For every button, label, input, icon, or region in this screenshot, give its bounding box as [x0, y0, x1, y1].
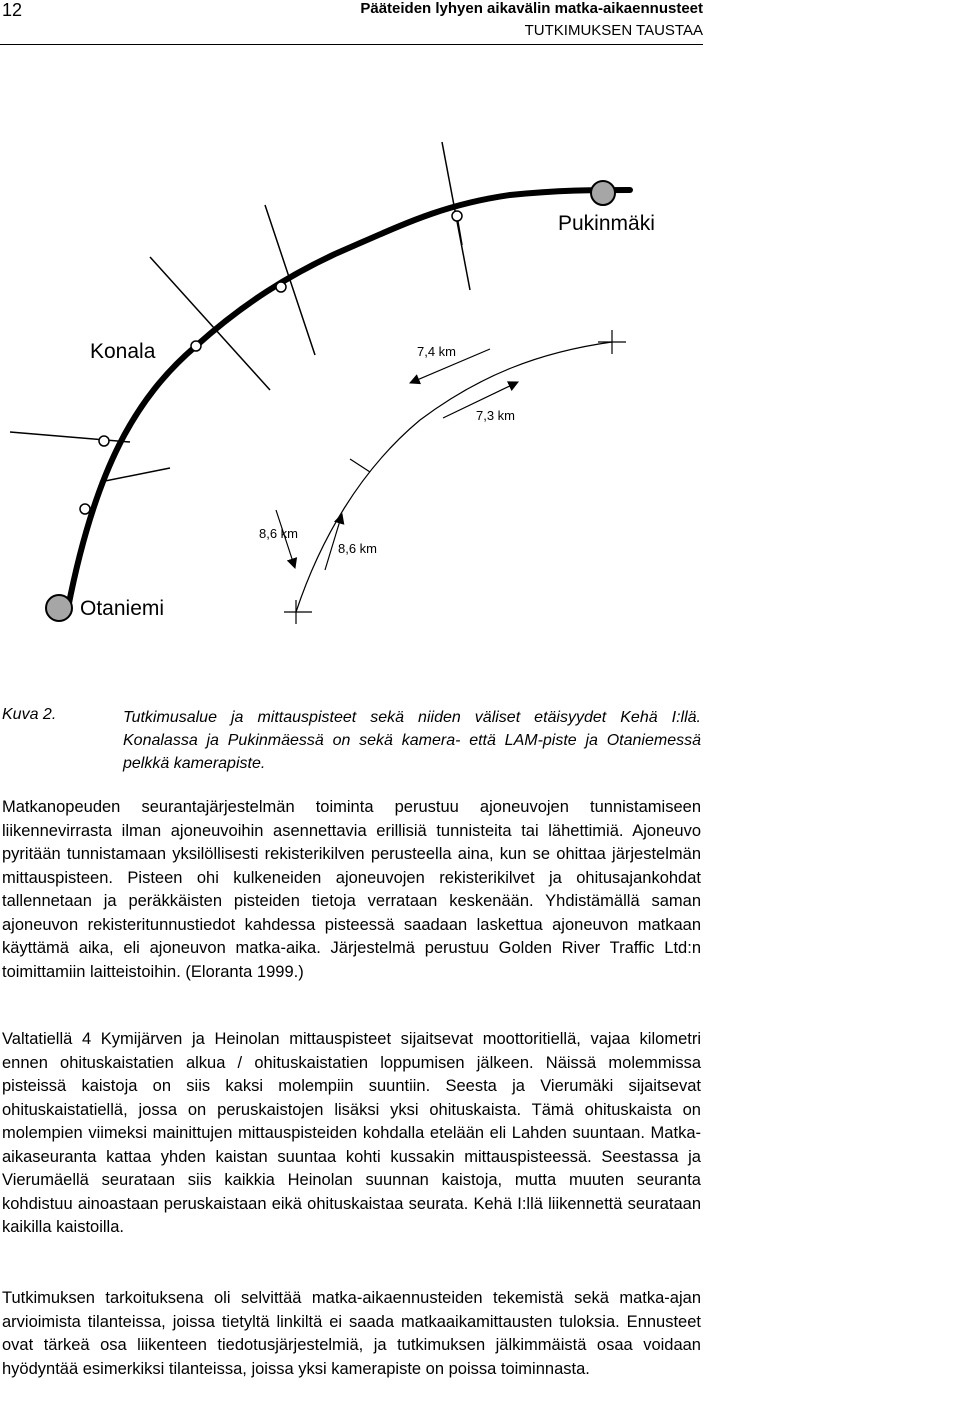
junction-icon — [80, 504, 90, 514]
crossing-road — [10, 432, 130, 442]
distance-label: 8,6 km — [259, 526, 299, 541]
distance-label: 7,4 km — [417, 344, 457, 359]
header-divider — [0, 44, 703, 45]
junction-icon — [191, 341, 201, 351]
measurement-tick — [350, 459, 370, 472]
study-area-map — [0, 120, 703, 640]
body-paragraph: Matkanopeuden seurantajärjestelmän toiminta perustuu ajoneuvojen tunnistamiseen liikennevirrasta ilman ajoneuvoihin asennettavia erillisiä tunnisteita tai lähettimiä. Ajoneuvo pyritään tunnistamaan yksilöllisesti rekisterikilven perusteella aina, kun se ohittaa järjestelmän mittauspisteen. Pisteen ohi kulkeneiden ajoneuvojen rekisterikilvet ja ohitusajankohdat tallennetaan ja peräkkäisten pisteiden tietoja verrataan keskenään. Yhdistämällä saman ajoneuvon rekisteritunnustiedot kahdessa pisteessä saadaan laskettua ajoneuvon matkaan käyttämä aika, eli ajoneuvon matka-aika. Järjestelmä perustuu Golden River Traffic Ltd:n toimittamiin laitteistoihin. (Eloranta 1999.) — [2, 798, 701, 981]
distance-label: 7,3 km — [476, 408, 516, 423]
measurement-ticks — [284, 330, 626, 624]
junction-icon — [276, 282, 286, 292]
station-marker-icon — [46, 595, 72, 621]
junction-icon — [452, 211, 462, 221]
measurement-arc — [296, 342, 612, 612]
distance-label: 8,6 km — [338, 541, 378, 556]
junction-icon — [99, 436, 109, 446]
station-marker-icon — [591, 181, 615, 205]
label-konala: Konala — [90, 340, 156, 363]
figure-caption-label: Kuva 2. — [2, 706, 57, 723]
running-header-title: Pääteiden lyhyen aikavälin matka-aikaennusteet — [360, 0, 703, 17]
crossing-road — [265, 205, 315, 355]
study-area-figure — [0, 120, 703, 640]
label-otaniemi: Otaniemi — [80, 597, 165, 620]
page-number: 12 — [2, 0, 23, 20]
body-paragraph: Tutkimuksen tarkoituksena oli selvittää matka-aikaennusteiden tekemistä sekä matka-ajan arvioimista tilanteissa, joissa tietyltä linkiltä ei saada matkaaikamittausten tuloksia. Ennusteet ovat tärkeä osa liikenteen tiedotusjärjestelmiä, ja tutkimuksen jälkimmäistä osaa voidaan hyödyntää esimerkiksi tilanteissa, joissa yksi kamerapiste on poissa toiminnasta. — [2, 1289, 701, 1378]
running-header-subtitle: TUTKIMUKSEN TAUSTAA — [524, 22, 703, 39]
body-paragraph: Valtatiellä 4 Kymijärven ja Heinolan mittauspisteet sijaitsevat moottoritiellä, vajaa kilometri ennen ohituskaistatien alkua / ohituskaistatien loppumisen jälkeen. Näissä molemmissa pisteissä kaistoja on siis kaksi molempiin suuntiin. Seesta ja Vierumäki sijaitsevat ohituskaistatiellä, jossa on peruskaistojen lisäksi yksi ohituskaista. Tämä ohituskaista on molempien viimeksi mainittujen mittauspisteiden kohdalla etelään eli Lahden suuntaan. Matka-aikaseuranta kattaa yhden kaistan suuntaa kohti kussakin mittauspisteessä. Seestassa ja Vierumäellä seurataan siis kaikkia Heinolan suunnan kaistoja, mutta muuten seuranta kohdistuu ainoastaan peruskaistaan eikä ohituskaistaa seurata. Kehä I:llä liikennettä seurataan kaikilla kaistoilla. — [2, 1030, 701, 1236]
label-pukinmaki: Pukinmäki — [558, 212, 655, 235]
figure-caption-text: Tutkimusalue ja mittauspisteet sekä niiden väliset etäisyydet Kehä I:llä. Konalassa ja Pukinmäessä on sekä kamera- että LAM-piste ja Otaniemessä pelkkä kamerapiste. — [123, 709, 701, 772]
